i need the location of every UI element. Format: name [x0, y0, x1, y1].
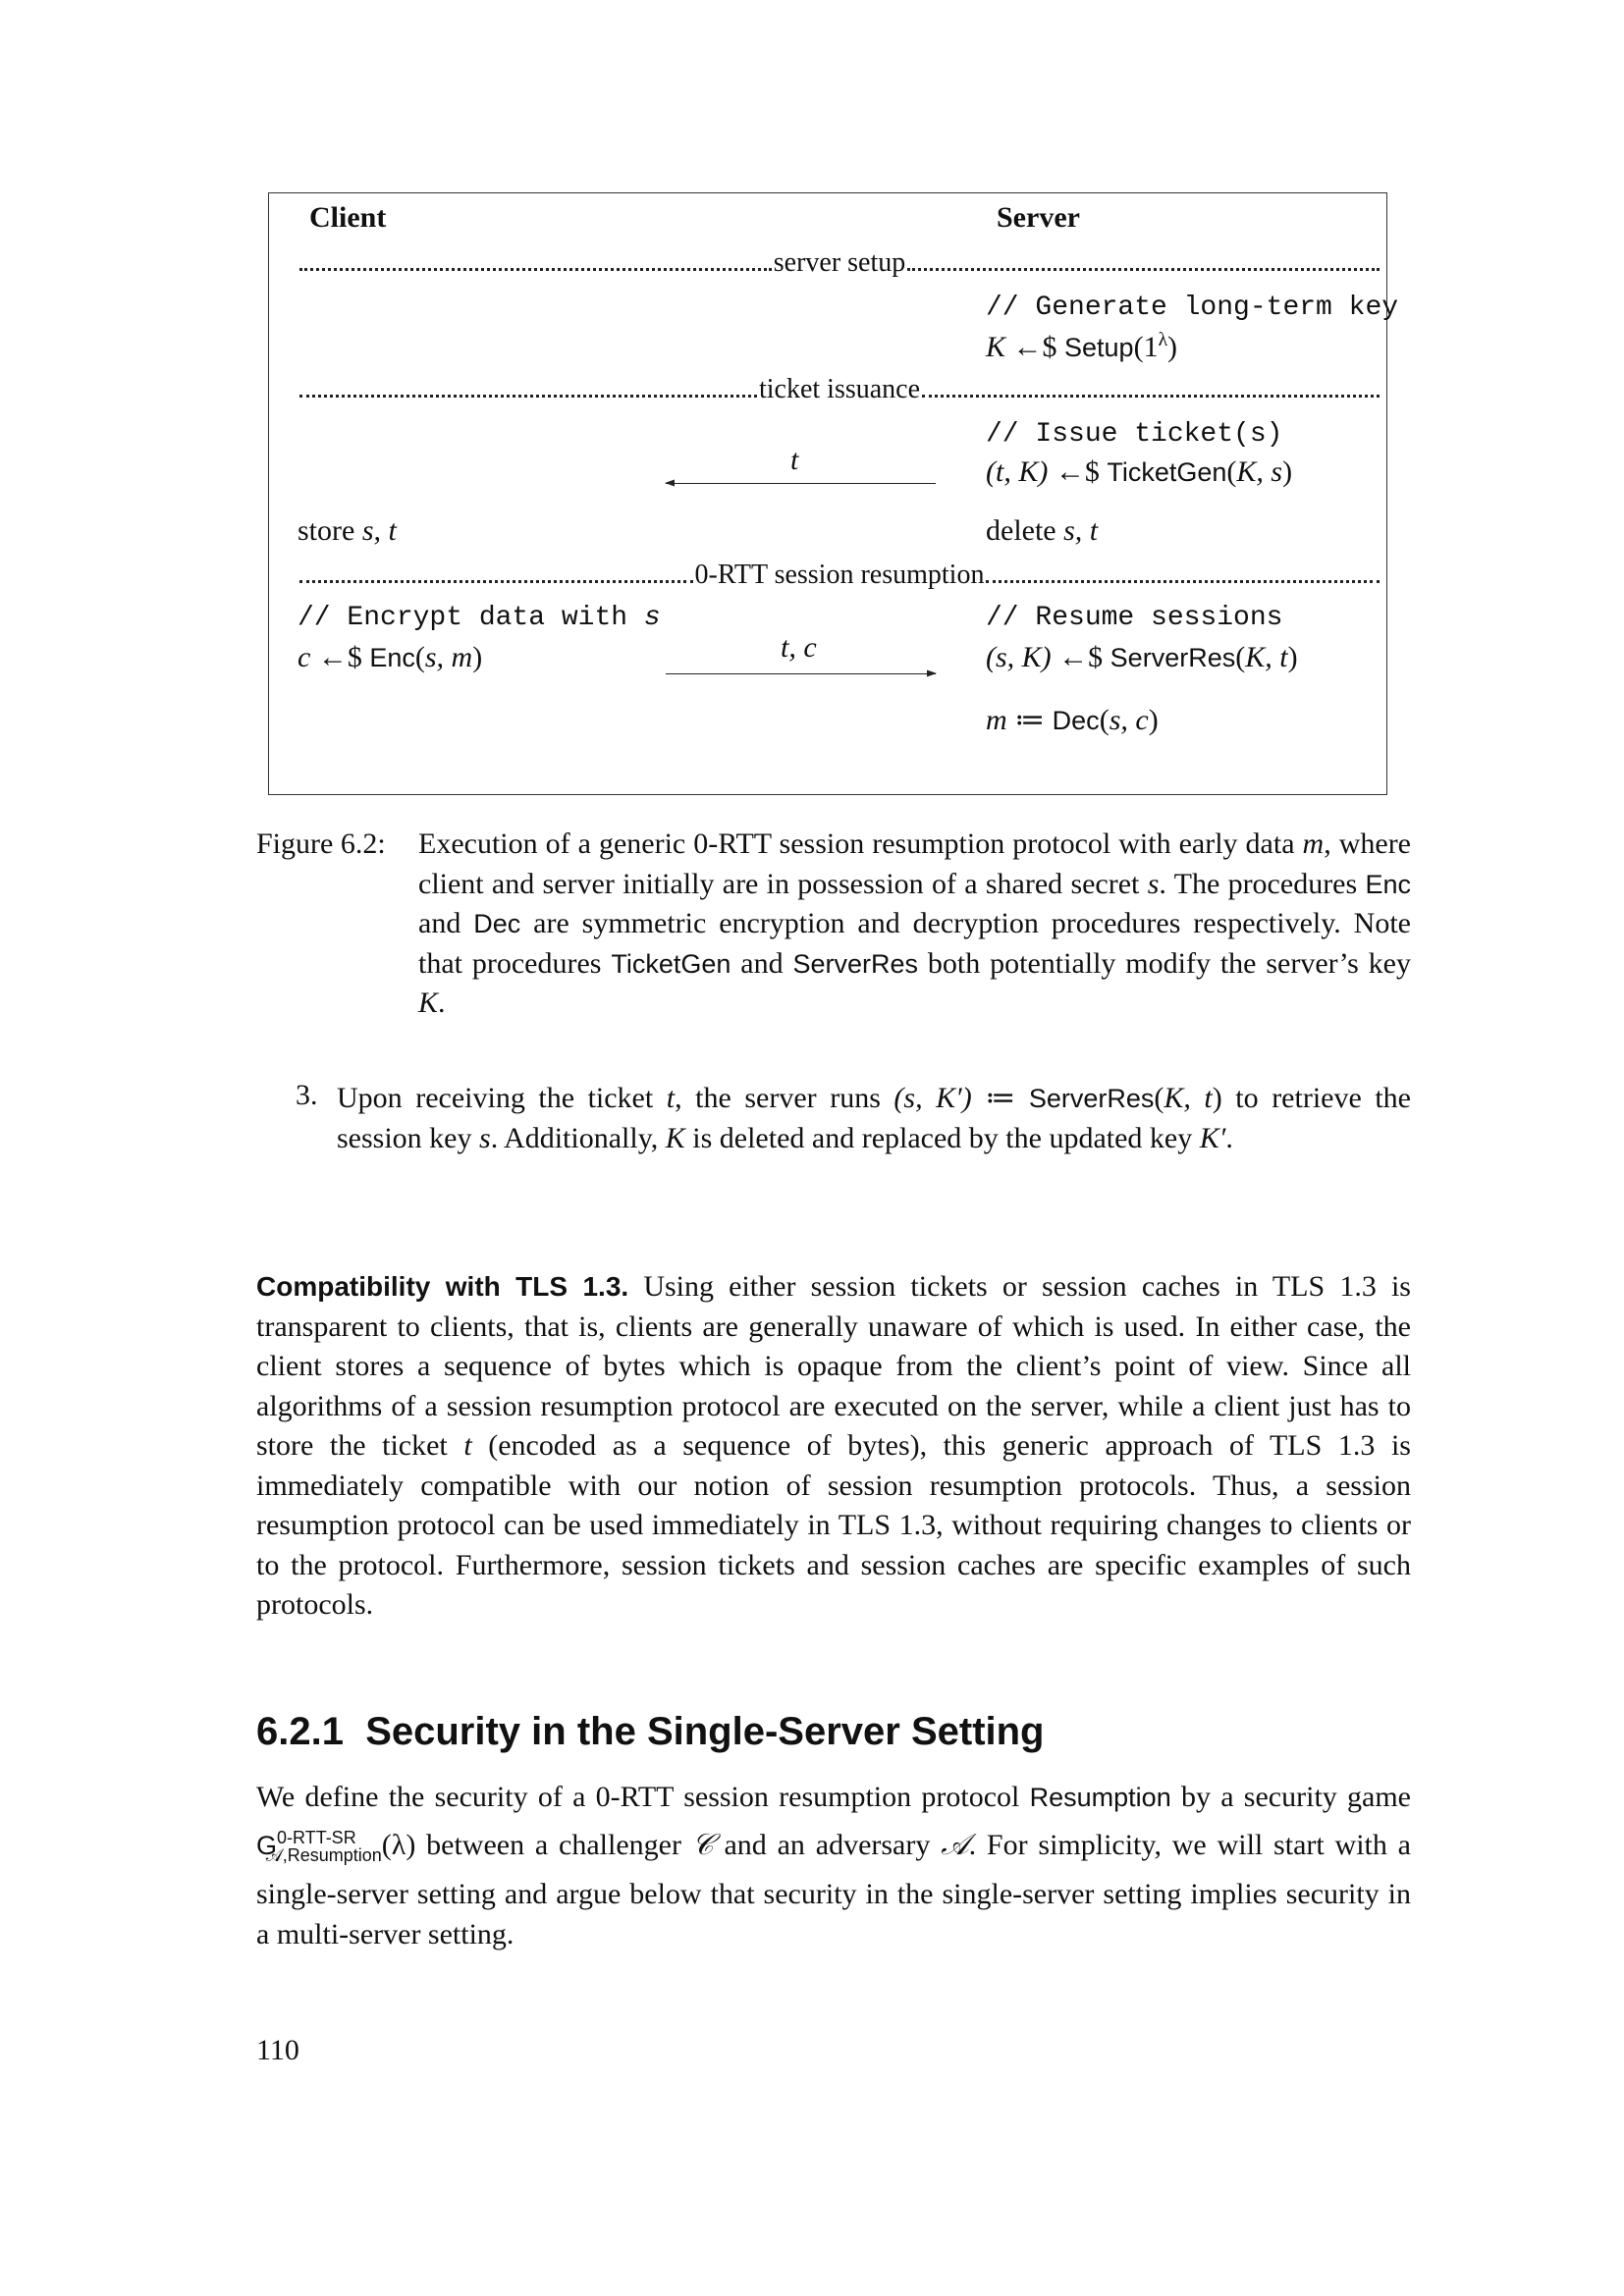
- separator-label: 0-RTT session resumption: [694, 560, 985, 590]
- text-segment: (: [1235, 641, 1246, 673]
- text-segment: ServerRes: [792, 948, 919, 979]
- arrow-server-to-client: [666, 483, 936, 484]
- text-segment: both potentially modify the server’s key: [918, 946, 1411, 980]
- text-segment: Upon receiving the ticket: [337, 1082, 667, 1114]
- text-segment: (λ) between a challenger: [381, 1828, 692, 1861]
- text-segment: t: [666, 1082, 676, 1114]
- issue-comment: // Issue ticket(s): [986, 419, 1283, 450]
- text-segment: s, m: [424, 641, 473, 673]
- text-segment: , the server runs: [675, 1082, 894, 1114]
- client-header: Client: [309, 201, 387, 234]
- text-segment: K, t: [1164, 1082, 1213, 1114]
- decrypt-statement: [986, 703, 1159, 737]
- text-segment: K′: [1199, 1121, 1226, 1154]
- text-segment: K: [418, 987, 439, 1019]
- text-segment: Setup: [1064, 333, 1134, 362]
- text-segment: (t, K): [986, 455, 1049, 488]
- separator-label: ticket issuance: [758, 374, 921, 404]
- list-item-body: [337, 1079, 1411, 1158]
- section-heading: [256, 1710, 1045, 1754]
- separator-resumption: [299, 560, 1380, 591]
- text-segment: Execution of a generic 0-RTT session resumption protocol with early data: [418, 828, 1303, 860]
- text-segment: Dec: [1052, 706, 1100, 735]
- text-segment: .: [438, 987, 446, 1019]
- text-segment: s, t: [361, 514, 397, 547]
- text-segment: s: [1147, 867, 1160, 900]
- text-segment: ≔: [971, 1082, 1029, 1114]
- text-segment: λ: [1158, 330, 1168, 350]
- text-segment: . Additionally,: [490, 1121, 666, 1154]
- text-segment: . The procedures: [1159, 867, 1366, 900]
- text-segment: ←$: [1048, 455, 1108, 488]
- compat-paragraph: [256, 1267, 1411, 1626]
- text-segment: ): [472, 641, 483, 673]
- text-segment: (s, K): [986, 641, 1052, 673]
- text-segment: (s, K′): [893, 1082, 972, 1114]
- text-segment: Compatibility with TLS 1.3.: [256, 1271, 629, 1302]
- text-segment: // Encrypt data with: [298, 603, 644, 633]
- text-segment: ←$: [1005, 331, 1065, 363]
- text-segment: We define the security of a 0-RTT session resumption protocol: [256, 1781, 1030, 1813]
- text-segment: m: [1302, 828, 1325, 860]
- list-item-number: 3.: [296, 1079, 318, 1111]
- text-segment: G: [256, 1830, 278, 1860]
- setup-statement: [986, 330, 1177, 364]
- text-segment: ≔: [1006, 704, 1053, 736]
- separator-server-setup: [299, 247, 1380, 279]
- text-segment: s, t: [1063, 514, 1099, 547]
- text-segment: Enc: [1365, 869, 1411, 899]
- text-segment: 0-RTT-SR: [277, 1827, 356, 1847]
- text-segment: 𝒜: [941, 1828, 969, 1861]
- text-segment: .: [1225, 1121, 1233, 1154]
- text-segment: c: [298, 641, 311, 673]
- text-segment: . For simplicity, we will start with a single-server setting and argue below that security in the single-server setting implies security in a multi-server setting.: [256, 1828, 1412, 1950]
- text-segment: s: [479, 1121, 491, 1154]
- text-segment: and: [731, 946, 793, 980]
- text-segment: store: [298, 514, 362, 547]
- figure-caption: [256, 825, 1411, 1024]
- text-segment: Resumption: [1029, 1783, 1171, 1812]
- arrow-client-to-server: [666, 673, 936, 674]
- text-segment: ←$: [1051, 641, 1110, 673]
- text-segment: m: [986, 704, 1007, 736]
- protocol-figure: [268, 192, 1387, 795]
- setup-comment: // Generate long-term key: [986, 293, 1399, 323]
- text-segment: TicketGen: [1107, 457, 1227, 487]
- text-segment: ) to retrieve the session key: [337, 1082, 1411, 1154]
- text-segment: by a security game: [1170, 1781, 1411, 1813]
- text-segment: , where client and server initially are in possession of a shared secret: [418, 828, 1411, 900]
- text-segment: delete: [986, 514, 1064, 547]
- text-segment: (1: [1133, 331, 1159, 363]
- text-segment: Dec: [473, 909, 521, 938]
- separator-ticket-issuance: [299, 374, 1380, 405]
- text-segment: K: [986, 331, 1006, 363]
- server-header: Server: [997, 201, 1080, 234]
- arrow-label-t: t: [790, 444, 799, 476]
- client-store: [298, 514, 397, 548]
- text-segment: 𝒞: [691, 1828, 714, 1861]
- text-segment: ): [1167, 331, 1178, 363]
- text-segment: Using either session tickets or session caches in TLS 1.3 is transparent to clients, that is, clients are generally unaware of which is used. In either case, the client stores a sequence of bytes which is opaque from the client’s point of view. Since all algorithms of a session resumption protocol are executed on the server, while a client just has to store the ticket: [256, 1270, 1411, 1462]
- text-segment: is deleted and replaced by the updated key: [684, 1121, 1200, 1154]
- caption-number: Figure 6.2:: [256, 828, 386, 860]
- text-segment: (: [1099, 704, 1110, 736]
- text-segment: and: [418, 907, 474, 939]
- text-segment: (: [1226, 455, 1237, 488]
- page-number: 110: [256, 2034, 299, 2066]
- issue-statement: [986, 455, 1292, 489]
- text-segment: 𝒜,Resumption: [265, 1844, 382, 1865]
- text-segment: ServerRes: [1110, 643, 1236, 672]
- arrow-label-tc: t, c: [781, 631, 817, 664]
- text-segment: s: [643, 603, 661, 633]
- text-segment: ): [1287, 641, 1298, 673]
- text-segment: (: [414, 641, 425, 673]
- text-segment: K, s: [1236, 455, 1283, 488]
- text-segment: t: [463, 1429, 472, 1462]
- client-comment: [298, 603, 661, 633]
- server-delete: [986, 514, 1098, 548]
- text-segment: (: [1154, 1082, 1164, 1114]
- text-segment: ←$: [310, 641, 370, 673]
- section-title: Security in the Single-Server Setting: [365, 1710, 1045, 1753]
- separator-label: server setup: [773, 247, 906, 278]
- text-segment: Enc: [369, 643, 415, 672]
- text-segment: ): [1282, 455, 1293, 488]
- text-segment: K, t: [1245, 641, 1288, 673]
- text-segment: ServerRes: [1028, 1084, 1155, 1113]
- security-paragraph: [256, 1778, 1411, 1954]
- text-segment: are symmetric encryption and decryption procedures respectively. Note that procedures: [418, 907, 1411, 980]
- resume-statement: [986, 641, 1298, 674]
- text-segment: K: [665, 1121, 685, 1154]
- text-segment: s, c: [1109, 704, 1149, 736]
- client-encrypt: [298, 641, 482, 674]
- text-segment: (encoded as a sequence of bytes), this generic approach of TLS 1.3 is immediately compatible with our notion of session resumption protocols. Thus, a session resumption protocol can be used immediately in TLS 1.3, without requiring changes to clients or to the protocol. Furthermore, session tickets and session caches are specific examples of such protocols.: [256, 1429, 1411, 1621]
- resume-comment: // Resume sessions: [986, 603, 1283, 633]
- text-segment: TicketGen: [611, 948, 731, 979]
- text-segment: ): [1148, 704, 1159, 736]
- section-number: 6.2.1: [256, 1710, 344, 1753]
- caption-body: [418, 825, 1411, 1024]
- text-segment: and an adversary: [713, 1828, 942, 1861]
